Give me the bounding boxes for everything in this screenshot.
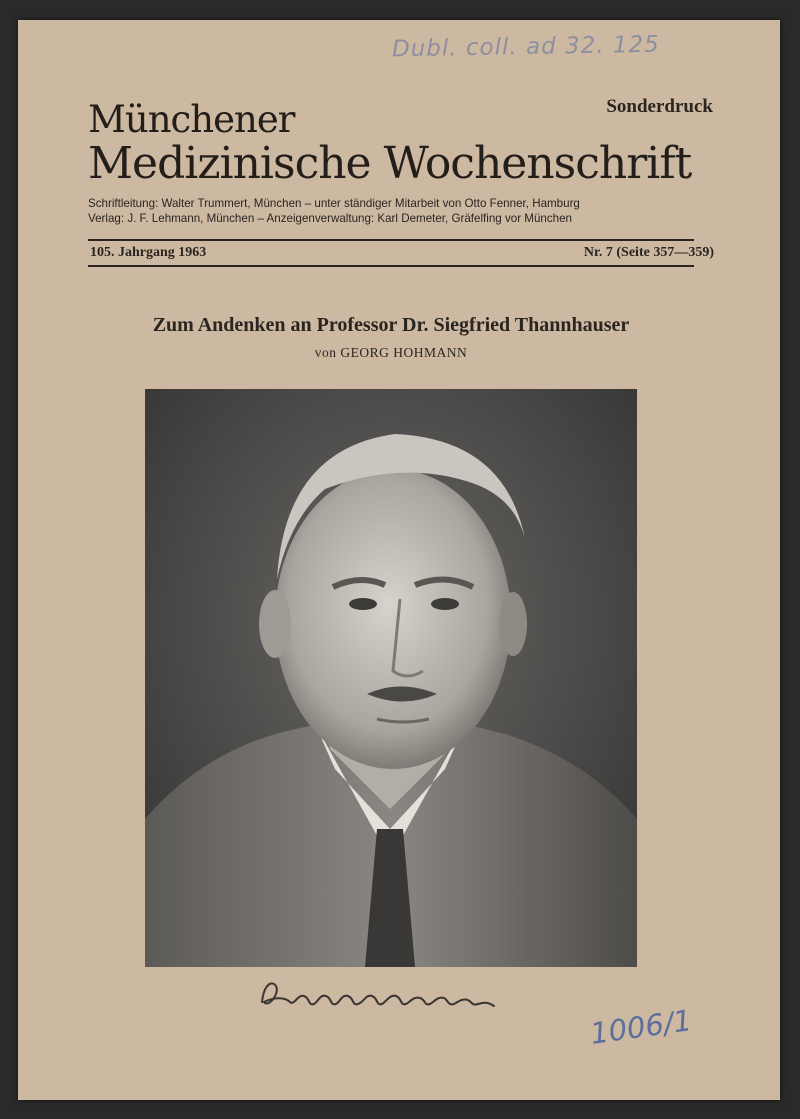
editorial-line: Schriftleitung: Walter Trummert, München – unter ständiger Mitarbeit von Otto Fenner, Hamburg [88, 197, 580, 210]
volume-year: 105. Jahrgang 1963 [90, 245, 207, 260]
handwritten-signature [258, 972, 518, 1027]
offprint-label: Sonderdruck [606, 96, 713, 117]
header-rule-top [88, 239, 694, 241]
article-byline: von GEORG HOHMANN [314, 345, 468, 360]
portrait-photo [145, 389, 637, 967]
pencil-annotation-bottom: 1006/1 [588, 1003, 694, 1051]
journal-title-line1: Münchener [88, 98, 295, 141]
journal-title-line2: Medizinische Wochenschrift [88, 138, 692, 189]
header-rule-bottom [88, 265, 694, 267]
publisher-line: Verlag: J. F. Lehmann, München – Anzeigenverwaltung: Karl Demeter, Gräfelfing vor München [88, 212, 572, 225]
issue-pages: Nr. 7 (Seite 357—359) [583, 245, 714, 260]
article-title: Zum Andenken an Professor Dr. Siegfried Thannhauser [152, 314, 630, 336]
pencil-annotation-top: Dubl. coll. ad 32. 125 [391, 31, 661, 63]
